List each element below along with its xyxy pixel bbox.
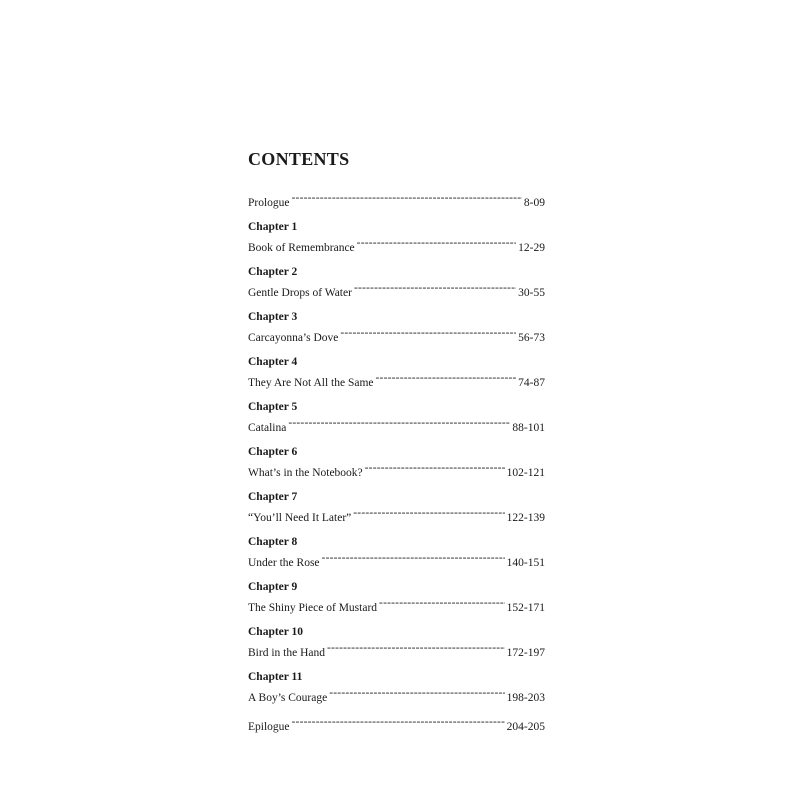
page-range: 198-203 bbox=[506, 692, 545, 704]
chapter-label: Chapter 5 bbox=[248, 401, 298, 413]
chapter-title: Carcayonna’s Dove bbox=[248, 332, 339, 344]
entry-title: Prologue bbox=[248, 197, 290, 209]
dot-leader bbox=[365, 460, 505, 476]
toc-entry-chapter-8 bbox=[248, 534, 545, 569]
chapter-label: Chapter 6 bbox=[248, 446, 298, 458]
table-of-contents bbox=[248, 148, 545, 743]
toc-entry-chapter-2 bbox=[248, 264, 545, 299]
chapter-title: They Are Not All the Same bbox=[248, 377, 374, 389]
toc-row bbox=[248, 190, 545, 209]
chapter-title: Book of Remembrance bbox=[248, 242, 355, 254]
chapter-title: What’s in the Notebook? bbox=[248, 467, 363, 479]
toc-row bbox=[248, 370, 545, 389]
chapter-title: Gentle Drops of Water bbox=[248, 287, 352, 299]
toc-row bbox=[248, 685, 545, 704]
toc-row bbox=[248, 235, 545, 254]
chapter-label: Chapter 11 bbox=[248, 671, 303, 683]
page-range: 102-121 bbox=[506, 467, 545, 479]
page-title: CONTENTS bbox=[248, 149, 350, 169]
chapter-label: Chapter 4 bbox=[248, 356, 298, 368]
toc-row bbox=[248, 460, 545, 479]
dot-leader bbox=[376, 370, 517, 386]
chapter-label: Chapter 9 bbox=[248, 581, 298, 593]
toc-row bbox=[248, 550, 545, 569]
dot-leader bbox=[292, 714, 505, 730]
chapter-title: Bird in the Hand bbox=[248, 647, 325, 659]
toc-entry-chapter-7 bbox=[248, 489, 545, 524]
page-range: 12-29 bbox=[518, 242, 545, 254]
toc-entry-chapter-11 bbox=[248, 669, 545, 704]
chapter-title: A Boy’s Courage bbox=[248, 692, 328, 704]
toc-entry-chapter-9 bbox=[248, 579, 545, 614]
chapter-label: Chapter 3 bbox=[248, 311, 298, 323]
dot-leader bbox=[379, 595, 505, 611]
toc-entry-chapter-10 bbox=[248, 624, 545, 659]
toc-row bbox=[248, 415, 545, 434]
toc-entry-chapter-6 bbox=[248, 444, 545, 479]
toc-entry-chapter-5 bbox=[248, 399, 545, 434]
toc-entry-chapter-1 bbox=[248, 219, 545, 254]
page-range: 140-151 bbox=[506, 557, 545, 569]
page-range: 56-73 bbox=[518, 332, 545, 344]
chapter-title: Under the Rose bbox=[248, 557, 320, 569]
page-range: 8-09 bbox=[523, 197, 545, 209]
entry-title: Epilogue bbox=[248, 721, 290, 733]
page-range: 30-55 bbox=[518, 287, 545, 299]
dot-leader bbox=[354, 280, 516, 296]
dot-leader bbox=[357, 235, 516, 251]
chapter-label: Chapter 10 bbox=[248, 626, 304, 638]
page-range: 172-197 bbox=[506, 647, 545, 659]
chapter-title: “You’ll Need It Later” bbox=[248, 512, 352, 524]
chapter-title: The Shiny Piece of Mustard bbox=[248, 602, 378, 614]
dot-leader bbox=[340, 325, 516, 341]
toc-entry-prologue bbox=[248, 190, 545, 209]
chapter-label: Chapter 2 bbox=[248, 266, 298, 278]
dot-leader bbox=[327, 640, 505, 656]
toc-row bbox=[248, 595, 545, 614]
dot-leader bbox=[292, 190, 522, 206]
page-range: 88-101 bbox=[512, 422, 545, 434]
page-range: 204-205 bbox=[506, 721, 545, 733]
dot-leader bbox=[353, 505, 504, 521]
page-range: 74-87 bbox=[518, 377, 545, 389]
toc-entry-epilogue bbox=[248, 714, 545, 733]
dot-leader bbox=[322, 550, 505, 566]
chapter-label: Chapter 8 bbox=[248, 536, 298, 548]
toc-row bbox=[248, 505, 545, 524]
dot-leader bbox=[288, 415, 510, 431]
page-range: 122-139 bbox=[506, 512, 545, 524]
chapter-title: Catalina bbox=[248, 422, 287, 434]
toc-row bbox=[248, 640, 545, 659]
toc-entry-chapter-3 bbox=[248, 309, 545, 344]
toc-row bbox=[248, 325, 545, 344]
dot-leader bbox=[329, 685, 504, 701]
chapter-label: Chapter 1 bbox=[248, 221, 298, 233]
toc-row bbox=[248, 280, 545, 299]
chapter-label: Chapter 7 bbox=[248, 491, 298, 503]
toc-entry-chapter-4 bbox=[248, 354, 545, 389]
page-range: 152-171 bbox=[506, 602, 545, 614]
toc-row bbox=[248, 714, 545, 733]
